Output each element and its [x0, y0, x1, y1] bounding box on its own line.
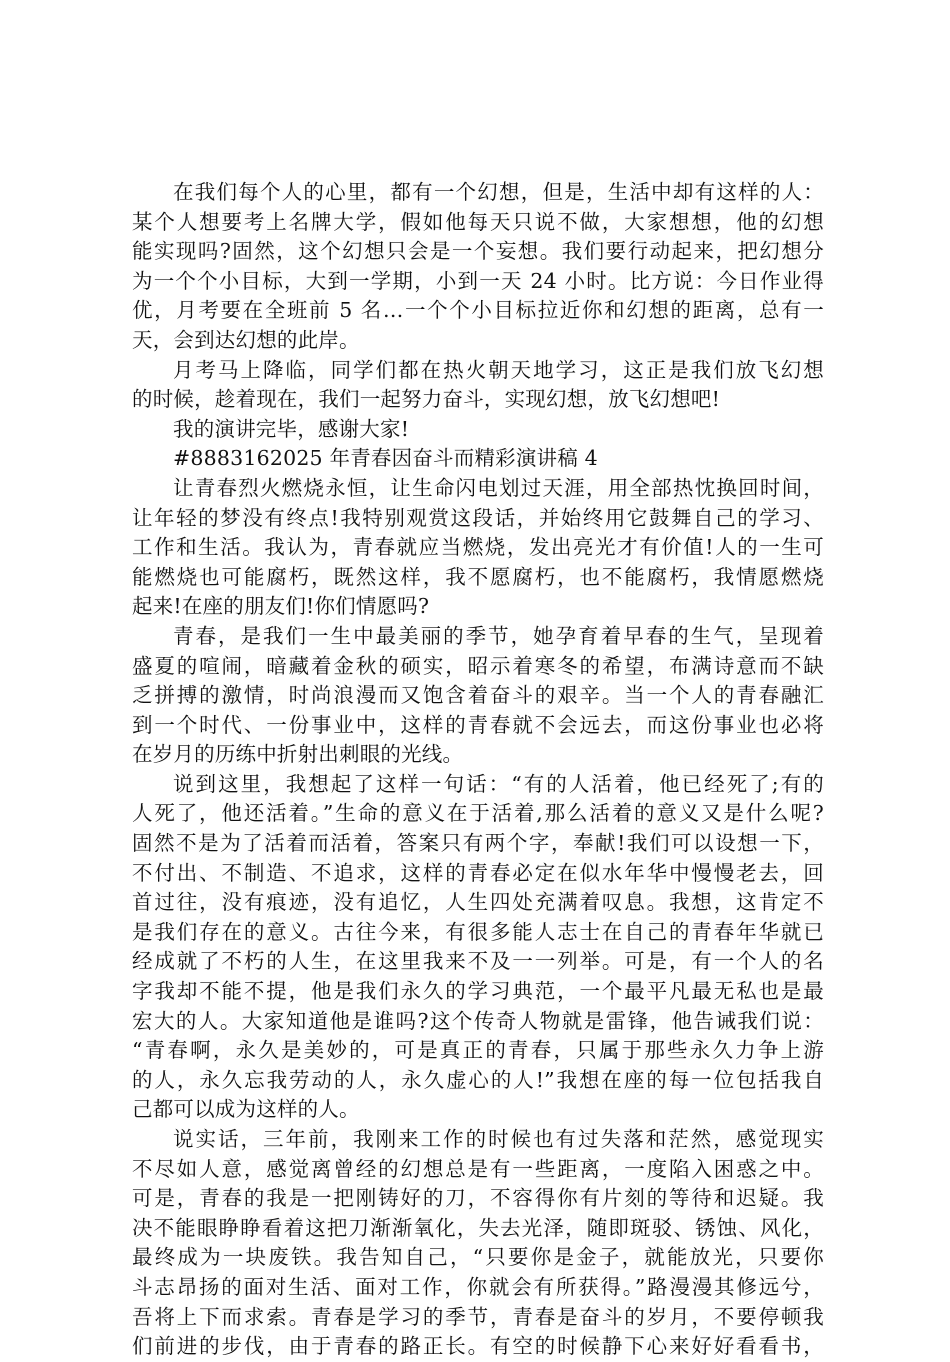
- text-line: 能燃烧也可能腐朽，既然这样，我不愿腐朽，也不能腐朽，我情愿燃烧: [132, 564, 824, 589]
- text-line: 是我们存在的意义。古往今来，有很多能人志士在自己的青春年华就已: [132, 919, 824, 944]
- text-line: 经成就了不朽的人生，在这里我来不及一一列举。可是，有一个人的名: [132, 949, 824, 974]
- text-line: 优，月考要在全班前 5 名…一个个小目标拉近你和幻想的距离，总有一: [132, 298, 824, 323]
- text-line: 让年轻的梦没有终点!我特别观赏这段话，并始终用它鼓舞自己的学习、: [132, 505, 824, 530]
- text-line: 起来!在座的朋友们!你们情愿吗?: [132, 594, 430, 619]
- text-line: 不尽如人意，感觉离曾经的幻想总是有一些距离，一度陷入困惑之中。: [132, 1156, 824, 1181]
- text-line: “青春啊，永久是美妙的，可是真正的青春，只属于那些永久力争上游: [132, 1038, 824, 1063]
- text-line: 己都可以成为这样的人。: [132, 1097, 360, 1122]
- text-line: 工作和生活。我认为，青春就应当燃烧，发出亮光才有价值!人的一生可: [132, 535, 824, 560]
- text-line: 天，会到达幻想的此岸。: [132, 327, 360, 352]
- text-line: 说到这里，我想起了这样一句话：“有的人活着，他已经死了;有的: [173, 771, 824, 796]
- text-line: 吾将上下而求索。青春是学习的季节，青春是奋斗的岁月，不要停顿我: [132, 1304, 824, 1329]
- text-line: 们前进的步伐，由于青春的路正长。有空的时候静下心来好好看看书，: [132, 1334, 824, 1359]
- text-line: 说实话，三年前，我刚来工作的时候也有过失落和茫然，感觉现实: [173, 1127, 824, 1151]
- paragraph-youth-season: [132, 622, 824, 770]
- text-line: 让青春烈火燃烧永恒，让生命闪电划过天涯，用全部热忱换回时间，: [173, 475, 824, 500]
- paragraph-meaning-of-life: [132, 770, 824, 1125]
- text-line: 月考马上降临，同学们都在热火朝天地学习，这正是我们放飞幻想: [173, 357, 824, 382]
- text-line: 某个人想要考上名牌大学，假如他每天只说不做，大家想想，他的幻想: [132, 209, 824, 234]
- text-line: 的时候，趁着现在，我们一起努力奋斗，实现幻想，放飞幻想吧!: [132, 387, 721, 412]
- paragraph-three-years-ago: [132, 1125, 824, 1362]
- text-line: 决不能眼睁睁看着这把刀渐渐氧化，失去光泽，随即斑驳、锈蚀、风化，: [132, 1215, 824, 1240]
- text-line: 可是，青春的我是一把刚铸好的刀，不容得你有片刻的等待和迟疑。我: [132, 1186, 824, 1211]
- text-line: 青春，是我们一生中最美丽的季节，她孕育着早春的生气，呈现着: [173, 623, 824, 648]
- text-line: 斗志昂扬的面对生活、面对工作，你就会有所获得。”路漫漫其修远兮，: [132, 1274, 824, 1299]
- text-line: 字我却不能不提，他是我们永久的学习典范，一个最平凡最无私也是最: [132, 979, 824, 1004]
- speech-title: #8883162025 年青春因奋斗而精彩演讲稿 4: [173, 446, 598, 471]
- text-line: 不付出、不制造、不追求，这样的青春必定在似水年华中慢慢老去，回: [132, 860, 824, 885]
- text-line: 到一个时代、一份事业中，这样的青春就不会远去，而这份事业也必将: [132, 712, 824, 737]
- text-line: 固然不是为了活着而活着，答案只有两个字，奉献!我们可以设想一下，: [132, 831, 824, 856]
- text-line: 人死了，他还活着。”生命的意义在于活着,那么活着的意义又是什么呢?: [132, 801, 824, 826]
- text-line: 我的演讲完毕，感谢大家!: [173, 416, 410, 441]
- text-line: 能实现吗?固然，这个幻想只会是一个妄想。我们要行动起来，把幻想分: [132, 239, 824, 264]
- speech-text-body: [132, 178, 824, 1362]
- text-line: 最终成为一块废铁。我告知自己，“只要你是金子，就能放光，只要你: [132, 1245, 824, 1270]
- text-line: 首过往，没有痕迹，没有追忆，人生四处充满着叹息。我想，这肯定不: [132, 890, 824, 915]
- text-line: 的人，永久忘我劳动的人，永久虚心的人!”我想在座的每一位包括我自: [132, 1067, 824, 1092]
- text-line: 在岁月的历练中折射出刺眼的光线。: [132, 742, 464, 767]
- text-line: 在我们每个人的心里，都有一个幻想，但是，生活中却有这样的人：: [173, 180, 824, 204]
- text-line: 为一个个小目标，大到一学期，小到一天 24 小时。比方说：今日作业得: [132, 268, 824, 293]
- text-line: 盛夏的喧闹，暗藏着金秋的硕实，昭示着寒冬的希望，布满诗意而不缺: [132, 653, 824, 678]
- section-heading: [132, 444, 824, 474]
- paragraph-dream-goals: [132, 178, 824, 356]
- text-line: 宏大的人。大家知道他是谁吗?这个传奇人物就是雷锋，他告诫我们说：: [132, 1008, 824, 1033]
- paragraph-monthly-exam: [132, 356, 824, 415]
- paragraph-closing-thanks: [132, 415, 824, 445]
- paragraph-youth-flame: [132, 474, 824, 622]
- text-line: 乏拼搏的激情，时尚浪漫而又饱含着奋斗的艰辛。当一个人的青春融汇: [132, 683, 824, 708]
